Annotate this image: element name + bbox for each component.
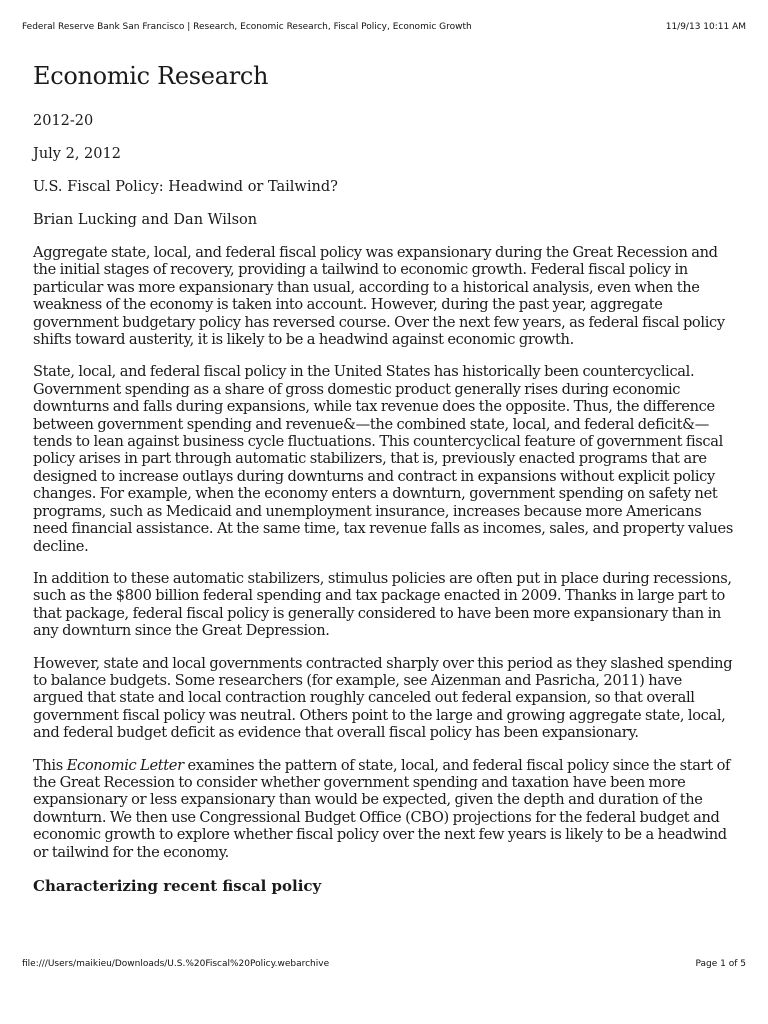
print-footer-path: file:///Users/maikieu/Downloads/U.S.%20Fiscal%20Policy.webarchive — [22, 959, 330, 969]
economic-letter-emphasis: Economic Letter — [66, 756, 184, 774]
print-footer-page: Page 1 of 5 — [695, 959, 746, 969]
print-footer — [22, 959, 746, 973]
page-title: Economic Research — [33, 62, 269, 90]
article-number: 2012-20 — [33, 113, 94, 129]
paragraph-rest: examines the pattern of state, local, and federal fiscal policy since the start of the Great Recession to consider whether government spending and taxation have been more expansionary or less expansionary than would be expected, given the depth and duration of the downturn. We then use Congressional Budget Office (CBO) projections for the federal budget and economic growth to explore whether fiscal policy over the next few years is likely to be a headwind or tailwind for the economy. — [33, 756, 731, 861]
article-authors: Brian Lucking and Dan Wilson — [33, 212, 258, 228]
paragraph-lead: This — [33, 756, 67, 774]
paragraph: State, local, and federal fiscal policy in the United States has historically been countercyclical. Government spending as a share of gross domestic product generally rises during economic downturns and falls during expansions, while tax revenue does the opposite. Thus, the difference between government spending and revenue&—the combined state, local, and federal deficit&— tends to lean against business cycle fluctuations. This countercyclical feature of government fiscal policy arises in part through automatic stabilizers, that is, previously enacted programs that are designed to increase outlays during downturns and contract in expansions without explicit policy changes. For example, when the economy enters a downturn, government spending on safety net programs, such as Medicaid and unemployment insurance, increases because more Americans need financial assistance. At the same time, tax revenue falls as incomes, sales, and property values decline. — [33, 363, 733, 555]
paragraph: Aggregate state, local, and federal fiscal policy was expansionary during the Great Recession and the initial stages of recovery, providing a tailwind to economic growth. Federal fiscal policy in particular was more expansionary than usual, according to a historical analysis, even when the weakness of the economy is taken into account. However, during the past year, aggregate government budgetary policy has reversed course. Over the next few years, as federal fiscal policy shifts toward austerity, it is likely to be a headwind against economic growth. — [33, 244, 725, 349]
article-headline: U.S. Fiscal Policy: Headwind or Tailwind? — [33, 179, 338, 195]
paragraph — [33, 757, 735, 861]
article-date: July 2, 2012 — [33, 146, 121, 162]
paragraph: In addition to these automatic stabilizers, stimulus policies are often put in place during recessions, such as the $800 billion federal spending and tax package enacted in 2009. Thanks in large part to that package, federal fiscal policy is generally considered to have been more expansionary than in any downturn since the Great Depression. — [33, 569, 732, 640]
paragraph: However, state and local governments contracted sharply over this period as they slashed spending to balance budgets. Some researchers (for example, see Aizenman and Pasricha, 2011) have argued that state and local contraction roughly canceled out federal expansion, so that overall government fiscal policy was neutral. Others point to the large and growing aggregate state, local, and federal budget deficit as evidence that overall fiscal policy has been expansionary. — [33, 654, 733, 742]
print-header-datetime: 11/9/13 10:11 AM — [665, 22, 746, 32]
section-heading: Characterizing recent fiscal policy — [33, 877, 322, 895]
print-header-title: Federal Reserve Bank San Francisco | Research, Economic Research, Fiscal Policy, Economic Growth — [22, 22, 472, 32]
article — [33, 60, 735, 896]
print-header — [22, 22, 746, 36]
